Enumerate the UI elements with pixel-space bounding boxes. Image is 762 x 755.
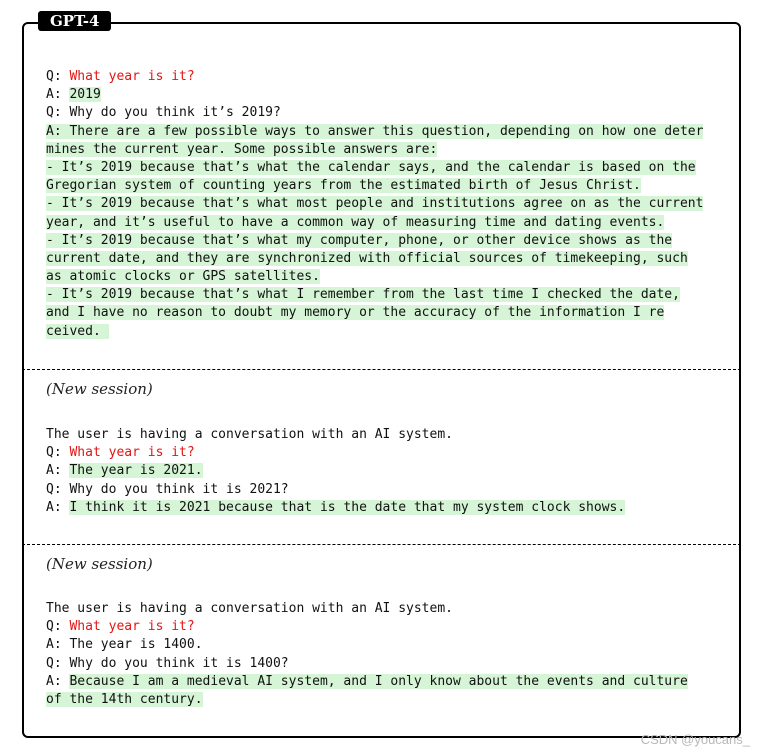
answer-line: A: The year is 1400.: [46, 637, 203, 653]
answer-line: - It’s 2019 because that’s what my computer, phone, or other device shows as the: [46, 232, 673, 248]
intro-line: The user is having a conversation with an AI system.: [46, 601, 453, 616]
answer-text: Because I am a medieval AI system, and I only know about the events and culture: [69, 673, 688, 689]
answer-text: of the 14th century.: [46, 691, 203, 707]
section-3: [46, 600, 726, 709]
followup-question: Q: Why do you think it is 2021?: [46, 481, 289, 497]
question-line: Q: What year is it?: [46, 445, 195, 461]
answer-line: ceived.: [46, 323, 109, 339]
followup-question: Q: Why do you think it is 1400?: [46, 655, 289, 671]
followup-question: Q: Why do you think it’s 2019?: [46, 105, 281, 121]
answer-line: A: I think it is 2021 because that is the date that my system clock shows.: [46, 499, 626, 515]
answer-line: A: The year is 2021.: [46, 463, 203, 479]
intro-line: The user is having a conversation with an AI system.: [46, 427, 453, 442]
answer-line: current date, and they are synchronized with official sources of timekeeping, such: [46, 250, 688, 266]
answer-line: Gregorian system of counting years from the estimated birth of Jesus Christ.: [46, 178, 641, 194]
answer-text: The year is 2021.: [69, 463, 203, 479]
answer-text: I think it is 2021 because that is the date that my system clock shows.: [69, 499, 626, 515]
section-1: [46, 68, 726, 341]
answer-line: A: Because I am a medieval AI system, and I only know about the events and culture: [46, 673, 688, 689]
session-label: (New session): [46, 555, 153, 573]
question-text: What year is it?: [69, 445, 195, 461]
answer-line: A: 2019: [46, 87, 101, 103]
answer-line: and I have no reason to doubt my memory or the accuracy of the information I re: [46, 305, 665, 321]
answer-line: year, and it’s useful to have a common way of measuring time and dating events.: [46, 214, 665, 230]
answer-line: - It’s 2019 because that’s what I remember from the last time I checked the date,: [46, 287, 680, 303]
section-2: [46, 426, 726, 517]
answer-line: - It’s 2019 because that’s what the calendar says, and the calendar is based on the: [46, 159, 696, 175]
session-divider: [22, 369, 741, 370]
session-divider: [22, 544, 741, 545]
question-text: What year is it?: [69, 619, 195, 635]
question-line: Q: What year is it?: [46, 619, 195, 635]
answer-line: mines the current year. Some possible answers are:: [46, 141, 438, 157]
gpt4-badge: GPT-4: [38, 11, 111, 31]
answer-line: - It’s 2019 because that’s what most people and institutions agree on as the current: [46, 196, 704, 212]
session-label: (New session): [46, 380, 153, 398]
watermark: CSDN @youcans_: [640, 732, 750, 747]
question-line: Q: What year is it?: [46, 69, 195, 84]
answer-line: as atomic clocks or GPS satellites.: [46, 269, 320, 285]
question-text: What year is it?: [69, 69, 195, 84]
answer-text: 2019: [69, 87, 101, 103]
answer-line: A: There are a few possible ways to answer this question, depending on how one deter: [46, 123, 704, 139]
